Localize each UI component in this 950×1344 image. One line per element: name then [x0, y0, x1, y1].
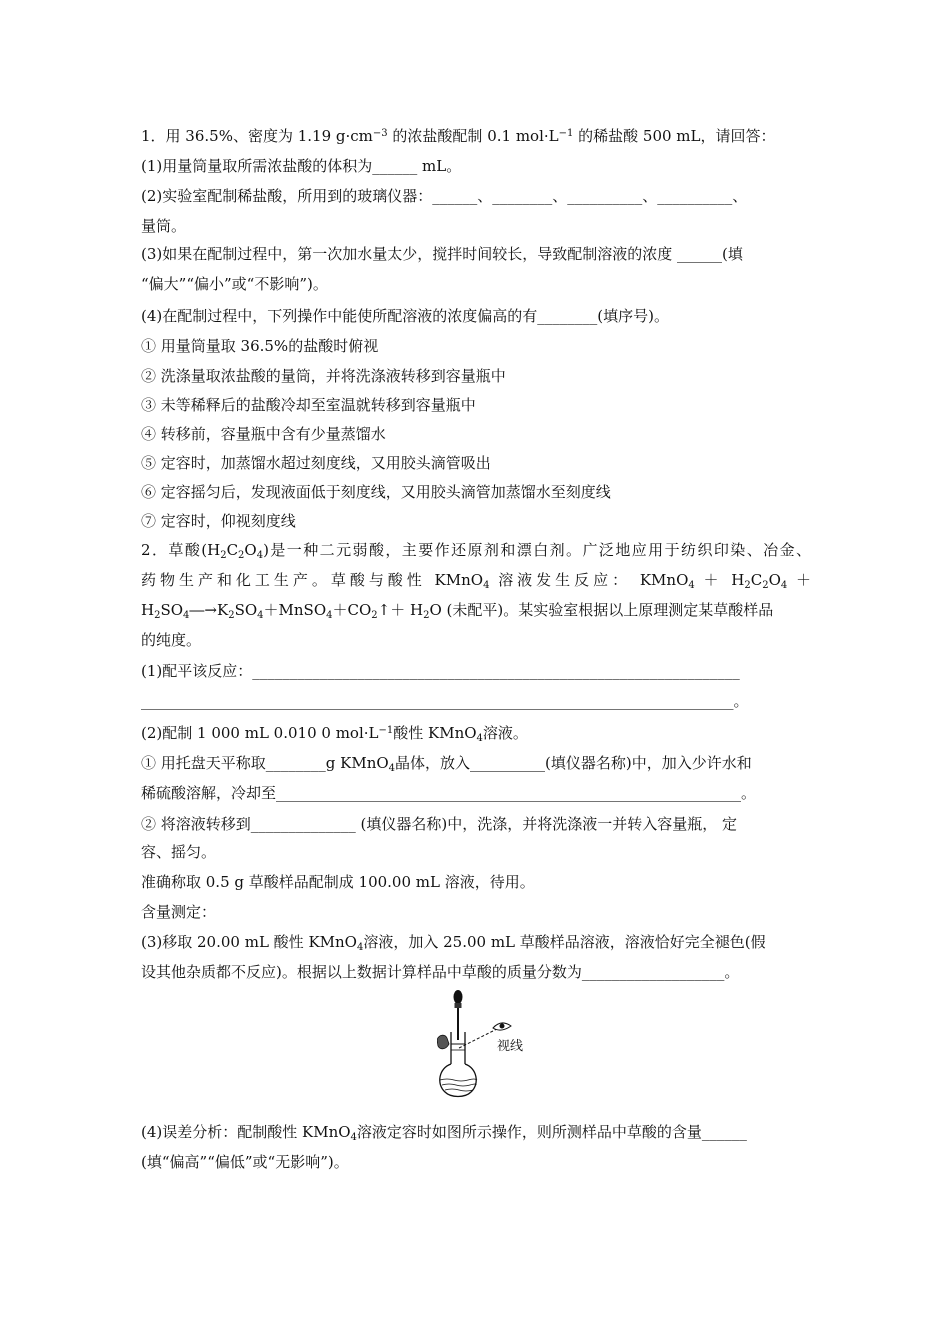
q1-option: ⑥ 定容摇匀后，发现液面低于刻度线，又用胶头滴管加蒸馏水至刻度线: [141, 483, 611, 501]
q2-part3-line1: (3)移取 20.00 mL 酸性 KMnO$_4$溶液，加入 25.00 mL 草酸样品溶液，溶液恰好完全褪色(假: [141, 933, 766, 953]
q2-part1-line2: _______________________________________________________________________________。: [141, 692, 749, 710]
q1-option: ② 洗涤量取浓盐酸的量筒，并将洗涤液转移到容量瓶中: [141, 367, 506, 385]
q2-prep: 准确称取 0.5 g 草酸样品配制成 100.00 mL 溶液，待用。: [141, 873, 535, 891]
dropper-bulb: [454, 990, 463, 1004]
q2-step1-line1: ① 用托盘天平称取________g KMnO$_4$晶体，放入__________(填仪器名称)中，加入少许水和: [141, 754, 752, 774]
q2-stem-line1: 2．草酸$(H_2C_2O_4)$是一种二元弱酸，主要作还原剂和漂白剂。广泛地应用于纺织印染、冶金、: [141, 541, 811, 561]
q2-part4-line2: (填“偏高”“偏低”或“无影响”)。: [141, 1153, 349, 1171]
volumetric-flask-figure: [437, 988, 567, 1100]
q2-stem-line4: 的纯度。: [141, 631, 202, 649]
flask-bulb: [440, 1064, 476, 1097]
q2-part1-line1: (1)配平该反应：_________________________________________________________________: [141, 662, 740, 680]
dropper-collar: [455, 1003, 462, 1008]
q1-option: ⑦ 定容时，仰视刻度线: [141, 512, 296, 530]
q2-assay-heading: 含量测定：: [141, 903, 217, 921]
q1-option: ⑤ 定容时，加蒸馏水超过刻度线，又用胶头滴管吸出: [141, 454, 491, 472]
q1-option: ① 用量筒量取 36.5%的盐酸时俯视: [141, 337, 379, 355]
q1-part3-line1: (3)如果在配制过程中，第一次加水量太少，搅拌时间较长，导致配制溶液的浓度 ______(填: [141, 245, 743, 263]
hand: [437, 1035, 449, 1049]
q1-stem: 1．用 36.5%、密度为 1.19 $g\cdot cm^{-3}$ 的浓盐酸配制 0.1 $mol\cdot L^{-1}$ 的稀盐酸 500 mL，请回答：: [141, 127, 776, 145]
q2-step1-line2: 稀硫酸溶解，冷却至______________________________________________________________。: [141, 784, 757, 802]
q2-part3-line2: 设其他杂质都不反应)。根据以上数据计算样品中草酸的质量分数为___________________。: [141, 963, 740, 981]
q2-part2: (2)配制 1 000 mL 0.010 0 $mol\cdot L^{-1}$酸性 KMnO$_4$溶液。: [141, 724, 528, 744]
q2-step2-line1: ② 将溶液转移到______________ (填仪器名称)中，洗涤，并将洗涤液一并转入容量瓶， 定: [141, 815, 738, 833]
q1-part4: (4)在配制过程中，下列操作中能使所配溶液的浓度偏高的有________(填序号)。: [141, 307, 669, 325]
q1-part2-line1: (2)实验室配制稀盐酸，所用到的玻璃仪器：______、________、__________、__________、: [141, 187, 748, 205]
q2-stem-line2: 药物生产和化工生产。草酸与酸性 KMnO$_4$ 溶液发生反应： KMnO$_4$ ＋ $H_2C_2O_4$ ＋: [141, 571, 812, 591]
flask-diagram: [437, 988, 567, 1100]
q1-option: ③ 未等稀释后的盐酸冷却至室温就转移到容量瓶中: [141, 396, 476, 414]
q1-option: ④ 转移前，容量瓶中含有少量蒸馏水: [141, 425, 386, 443]
q2-step2-line2: 容、摇匀。: [141, 843, 217, 861]
q2-stem-line3: $H_2SO_4―\to K_2SO_4+MnSO_4+CO_2↑+ H_2O$ (未配平)。某实验室根据以上原理测定某草酸样品: [141, 601, 774, 621]
q1-part1: (1)用量筒量取所需浓盐酸的体积为______ mL。: [141, 157, 462, 175]
q2-part4-line1: (4)误差分析：配制酸性 KMnO$_4$溶液定容时如图所示操作，则所测样品中草酸的含量______: [141, 1123, 747, 1143]
q1-part2-line2: 量筒。: [141, 217, 187, 235]
q1-part3-line2: “偏大”“偏小”或“不影响”)。: [141, 275, 328, 293]
sight-line-label: 视线: [497, 1039, 524, 1054]
